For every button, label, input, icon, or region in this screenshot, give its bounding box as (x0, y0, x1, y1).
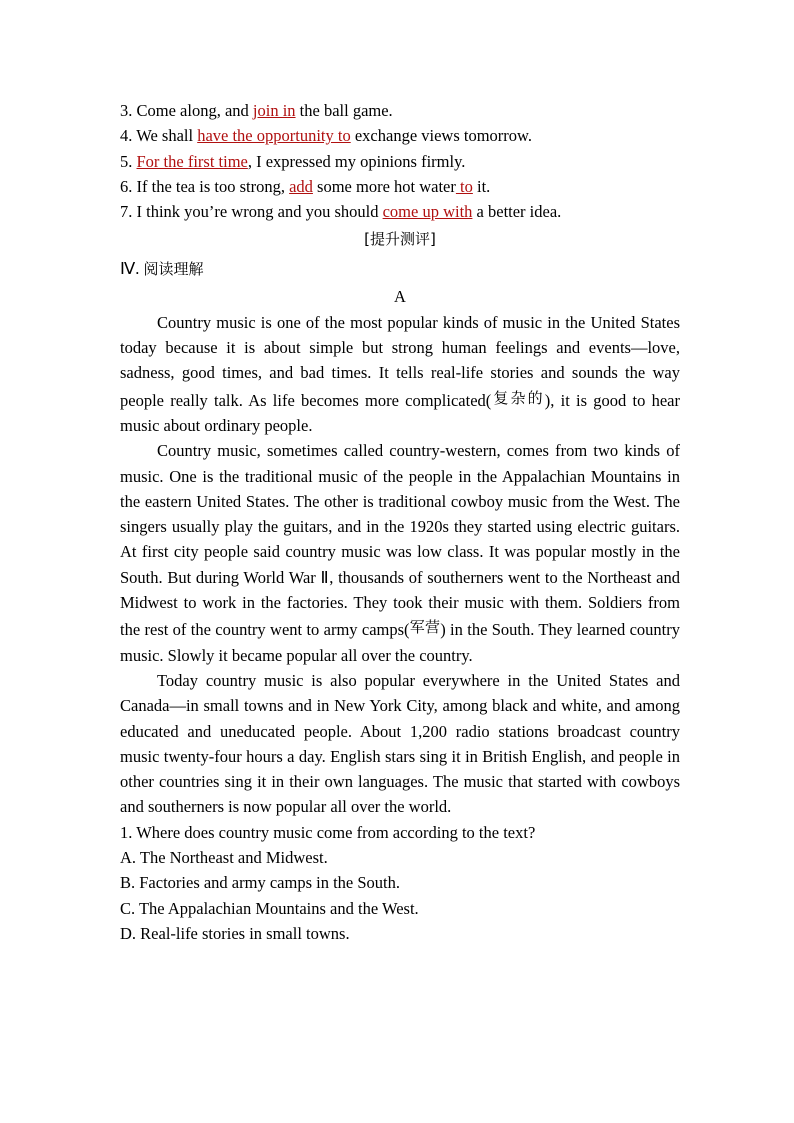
option-a[interactable]: A. The Northeast and Midwest. (120, 848, 328, 868)
answer-blank: add (289, 176, 313, 196)
gloss-annotation: 复杂的 (491, 388, 545, 407)
paragraph-text: ), it is good to hear music about ordinary people. (120, 390, 680, 435)
exercise-5 (120, 149, 680, 174)
exercise-3 (120, 98, 680, 123)
option-d[interactable]: D. Real-life stories in small towns. (120, 923, 350, 943)
option-c[interactable]: C. The Appalachian Mountains and the West. (120, 898, 419, 918)
paragraph-text: Country music is one of the most popular kinds of music in the United States today because it is about simple but strong human feelings and events—love, sadness, good times, and bad times. It tells real-life stories and sounds the way people really talk. As life becomes more complicated( (120, 312, 680, 410)
answer-blank: have the opportunity to (197, 126, 351, 146)
worksheet-page (120, 98, 680, 946)
exercise-text: I think you’re wrong and you should (136, 202, 383, 222)
answer-blank: to (455, 176, 473, 196)
exercise-text: We shall (136, 126, 198, 146)
exercise-number: 4. (120, 126, 133, 146)
question-stem: 1. Where does country music come from according to the text? (120, 822, 536, 842)
exercise-text: , I expressed my opinions firmly. (247, 151, 466, 171)
exercise-number: 5. (120, 151, 133, 171)
part-label (120, 254, 680, 284)
paragraph-text: ) in the South. They learned country music. Slowly it became popular all over the country. (120, 620, 680, 665)
part-title: 阅读理解 (143, 260, 204, 279)
exercise-text: exchange views tomorrow. (350, 126, 533, 146)
answer-blank: join in (252, 101, 296, 120)
passage-paragraph-1 (120, 310, 680, 438)
exercise-text: Come along, and (136, 101, 253, 120)
passage-paragraph-3: Today country music is also popular everywhere in the United States and Canada—in small towns and in New York City, among black and white, and among educated and uneducated people. About 1,200 radio stations broadcast country music twenty-four hours a day. English stars sing it in British English, and people in other countries sing it in their own languages. The music that started with cowboys and southerners is now popular all over the world. (120, 670, 680, 817)
passage-paragraph-2 (120, 438, 680, 668)
answer-blank: For the first time (136, 151, 248, 171)
exercise-number: 6. (120, 176, 133, 196)
exercise-number: 7. (120, 202, 133, 222)
exercise-number: 3. (120, 101, 133, 120)
section-title: [提升测评] (364, 230, 436, 249)
gloss-annotation: 军营 (409, 618, 441, 637)
exercise-text: it. (472, 176, 491, 196)
passage-label: A (394, 287, 406, 307)
part-roman-numeral: Ⅳ. (120, 259, 140, 279)
exercise-text: the ball game. (295, 101, 393, 120)
exercise-text: If the tea is too strong, (136, 176, 290, 196)
exercise-text: a better idea. (472, 202, 562, 222)
exercise-4 (120, 123, 680, 148)
option-b[interactable]: B. Factories and army camps in the South. (120, 873, 400, 893)
answer-blank: come up with (382, 202, 473, 222)
exercise-text: some more hot water (312, 176, 456, 196)
paragraph-text: Country music, sometimes called country-western, comes from two kinds of music. One is the traditional music of the people in the Appalachian Mountains in the eastern United States. The other is traditional cowboy music from the West. The singers usually play the guitars, and in the 1920s they started using electric guitars. At first city people said country music was low class. It was popular mostly in the South. But during World War Ⅱ, thousands of southerners went to the Northeast and Midwest to work in the factories. They took their music with them. Soldiers from the rest of the country went to army camps( (120, 441, 680, 640)
exercise-7 (120, 199, 680, 224)
exercise-6 (120, 174, 680, 199)
